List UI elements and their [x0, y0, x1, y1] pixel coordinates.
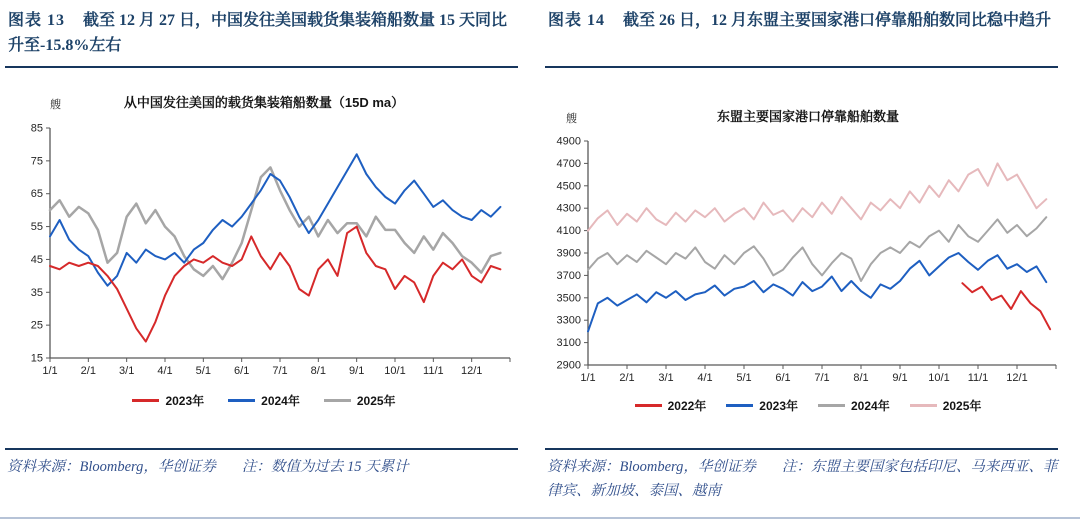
heading-rule: [5, 66, 518, 68]
legend-label: 2023年: [759, 399, 798, 413]
y-tick-label: 25: [30, 319, 43, 332]
series-line-2022年: [962, 283, 1050, 329]
figure-label: 图表 13: [8, 12, 66, 29]
y-axis-unit-label: 艘: [566, 113, 577, 125]
figure-14-panel: [540, 0, 1080, 521]
x-tick-label: 6/1: [775, 372, 791, 384]
series-line-2024年: [588, 217, 1046, 281]
source-note: [547, 455, 1058, 503]
source-rule: [545, 448, 1058, 450]
figure-13-heading: [8, 8, 514, 58]
chart-legend: [8, 392, 520, 409]
chart-title: 东盟主要国家港口停靠船舶数量: [716, 109, 899, 124]
chart-title: 从中国发往美国的载货集装箱船数量（15D ma）: [123, 95, 405, 110]
x-tick-label: 10/1: [928, 372, 950, 384]
legend-swatch: [726, 404, 753, 407]
y-tick-label: 4500: [556, 180, 581, 193]
x-tick-label: 2/1: [80, 365, 96, 377]
y-tick-label: 4100: [556, 225, 581, 238]
x-tick-label: 7/1: [272, 365, 288, 377]
y-tick-label: 85: [30, 122, 43, 135]
legend-swatch: [910, 404, 937, 407]
legend-label: 2022年: [667, 399, 707, 413]
x-tick-label: 10/1: [384, 365, 406, 377]
legend-item-2023年: [726, 397, 798, 414]
x-tick-label: 3/1: [658, 372, 674, 384]
asean-port-calls-chart: [548, 128, 1068, 395]
series-line-2024年: [50, 154, 500, 285]
x-tick-label: 9/1: [349, 365, 365, 377]
source-rule: [5, 448, 518, 450]
x-tick-label: 2/1: [619, 372, 635, 384]
x-tick-label: 12/1: [460, 365, 483, 377]
x-tick-label: 11/1: [423, 365, 444, 377]
figure-caption: 截至 12 月 27 日，中国发往美国载货集装箱船数量 15 天同比升至-15.8%左右: [8, 12, 508, 54]
legend-swatch: [228, 399, 255, 402]
y-tick-label: 4300: [556, 202, 581, 215]
note-text: 注：数值为过去 15 天累计: [241, 459, 409, 475]
figure-label: 图表 14: [548, 12, 606, 29]
x-tick-label: 4/1: [697, 372, 713, 384]
x-tick-label: 12/1: [1006, 372, 1028, 384]
x-tick-label: 1/1: [580, 372, 596, 384]
legend-swatch: [635, 404, 662, 407]
x-tick-label: 7/1: [814, 372, 830, 384]
heading-rule: [545, 66, 1058, 68]
series-line-2023年: [588, 253, 1046, 331]
x-tick-label: 5/1: [736, 372, 752, 384]
y-tick-label: 3300: [556, 314, 581, 327]
y-tick-label: 35: [30, 286, 43, 299]
y-tick-label: 55: [30, 221, 43, 234]
legend-item-2022年: [635, 397, 707, 414]
legend-swatch: [324, 399, 351, 402]
y-tick-label: 4900: [556, 135, 581, 148]
x-tick-label: 1/1: [42, 365, 58, 377]
legend-label: 2024年: [851, 399, 890, 413]
x-tick-label: 8/1: [310, 365, 326, 377]
y-tick-label: 2900: [556, 359, 581, 372]
legend-label: 2025年: [356, 394, 396, 408]
asean-port-chart-block: [540, 106, 1080, 414]
note-text: 注：东盟主要国家包括印尼、马来西亚、菲律宾、新加坡、泰国、越南: [547, 459, 1058, 499]
y-tick-label: 15: [30, 352, 43, 365]
legend-item-2025年: [324, 392, 396, 409]
source-note: [7, 455, 518, 479]
x-tick-label: 6/1: [234, 365, 250, 377]
source-text: 资料来源：Bloomberg，华创证券: [7, 459, 216, 475]
figure-14-heading: [548, 8, 1054, 33]
series-line-2025年: [588, 163, 1046, 230]
x-tick-label: 5/1: [195, 365, 211, 377]
y-tick-label: 3500: [556, 292, 581, 305]
x-tick-label: 11/1: [967, 372, 989, 384]
legend-swatch: [132, 399, 159, 402]
legend-label: 2024年: [261, 394, 300, 408]
x-tick-label: 4/1: [157, 365, 173, 377]
legend-swatch: [818, 404, 845, 407]
x-tick-label: 8/1: [853, 372, 869, 384]
y-tick-label: 3900: [556, 247, 581, 260]
y-axis-unit-label: 艘: [50, 99, 61, 111]
x-tick-label: 9/1: [892, 372, 908, 384]
y-tick-label: 3100: [556, 337, 581, 350]
y-tick-label: 3700: [556, 269, 581, 282]
y-tick-label: 75: [30, 155, 43, 168]
x-tick-label: 3/1: [119, 365, 135, 377]
legend-item-2025年: [910, 397, 982, 414]
series-line-2023年: [50, 227, 500, 342]
legend-label: 2023年: [165, 394, 205, 408]
source-text: 资料来源：Bloomberg，华创证券: [547, 459, 756, 475]
y-tick-label: 4700: [556, 157, 581, 170]
china-us-container-ship-chart: [8, 114, 520, 390]
legend-item-2024年: [818, 397, 890, 414]
y-tick-label: 65: [30, 188, 43, 201]
y-tick-label: 45: [30, 253, 43, 266]
legend-item-2024年: [228, 392, 300, 409]
legend-item-2023年: [132, 392, 204, 409]
page-bottom-divider: [0, 517, 1080, 519]
china-us-container-chart-block: [0, 92, 540, 409]
legend-label: 2025年: [942, 399, 982, 413]
figure-caption: 截至 26 日，12 月东盟主要国家港口停靠船舶数同比稳中趋升: [623, 12, 1052, 29]
chart-legend: [548, 397, 1068, 414]
